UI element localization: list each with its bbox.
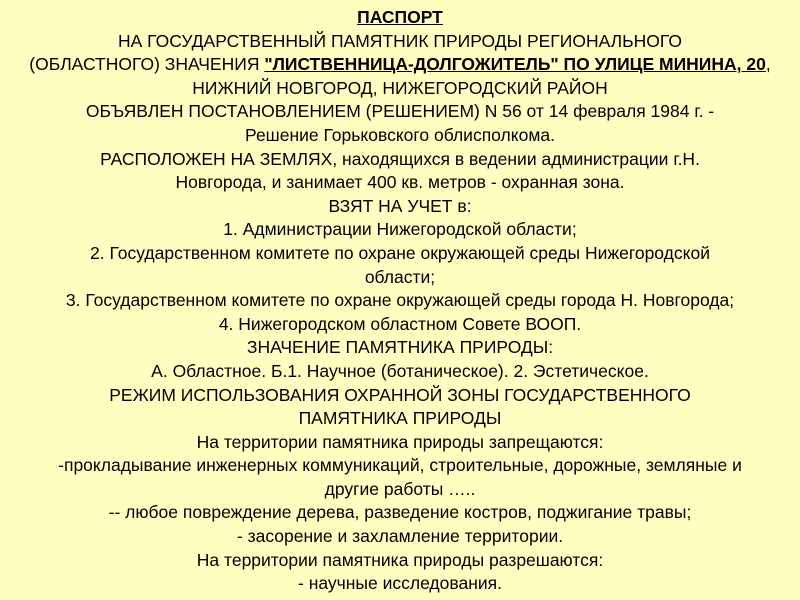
- registered-heading: ВЗЯТ НА УЧЕТ в:: [328, 195, 472, 216]
- prohibited-item: - засорение и захламление территории.: [236, 526, 564, 547]
- decree-line-2: Решение Горьковского облисполкома.: [245, 124, 555, 145]
- location-line-2: Новгорода, и занимает 400 кв. метров - охранная зона.: [175, 172, 625, 193]
- allowed-heading: На территории памятника природы разрешаются:: [196, 549, 604, 570]
- regime-heading-line-2: ПАМЯТНИКА ПРИРОДЫ: [298, 408, 502, 429]
- header-line-2-prefix: (ОБЛАСТНОГО) ЗНАЧЕНИЯ: [29, 54, 265, 75]
- regime-heading-line-1: РЕЖИМ ИСПОЛЬЗОВАНИЯ ОХРАННОЙ ЗОНЫ ГОСУДАРСТВЕННОГО: [109, 384, 691, 405]
- header-line-3-suffix: , НИЖНИЙ НОВГОРОД, НИЖЕГОРОДСКИЙ РАЙОН: [192, 54, 771, 98]
- prohibited-heading: На территории памятника природы запрещаются:: [196, 431, 604, 452]
- registered-item: 3. Государственном комитете по охране окружающей среды города Н. Новгорода;: [65, 290, 735, 311]
- prohibited-item: -- любое повреждение дерева, разведение костров, поджигание травы;: [108, 502, 692, 523]
- significance-heading: ЗНАЧЕНИЕ ПАМЯТНИКА ПРИРОДЫ:: [246, 337, 554, 358]
- registered-item: 4. Нижегородском областном Совете ВООП.: [218, 313, 582, 334]
- header-line-1: НА ГОСУДАРСТВЕННЫЙ ПАМЯТНИК ПРИРОДЫ РЕГИОНАЛЬНОГО: [118, 30, 682, 51]
- registered-item: 1. Администрации Нижегородской области;: [223, 219, 577, 240]
- registered-item: 2. Государственном комитете по охране окружающей среды Нижегородской: [90, 242, 710, 263]
- prohibited-item: другие работы …..: [324, 478, 476, 499]
- document-title: ПАСПОРТ: [357, 7, 443, 27]
- location-line-1: РАСПОЛОЖЕН НА ЗЕМЛЯХ, находящихся в ведении администрации г.Н.: [100, 148, 700, 169]
- allowed-item: - научные исследования.: [298, 573, 502, 594]
- header-line-2: [0, 53, 800, 100]
- prohibited-item: -прокладывание инженерных коммуникаций, строительные, дорожные, земляные и: [58, 455, 742, 476]
- monument-name: "ЛИСТВЕННИЦА-ДОЛГОЖИТЕЛЬ" ПО УЛИЦЕ МИНИНА, 20: [264, 54, 766, 75]
- registered-item: области;: [364, 266, 436, 287]
- significance-text: А. Областное. Б.1. Научное (ботаническое). 2. Эстетическое.: [151, 360, 649, 381]
- decree-line-1: ОБЪЯВЛЕН ПОСТАНОВЛЕНИЕМ (РЕШЕНИЕМ) N 56 от 14 февраля 1984 г. -: [85, 101, 715, 122]
